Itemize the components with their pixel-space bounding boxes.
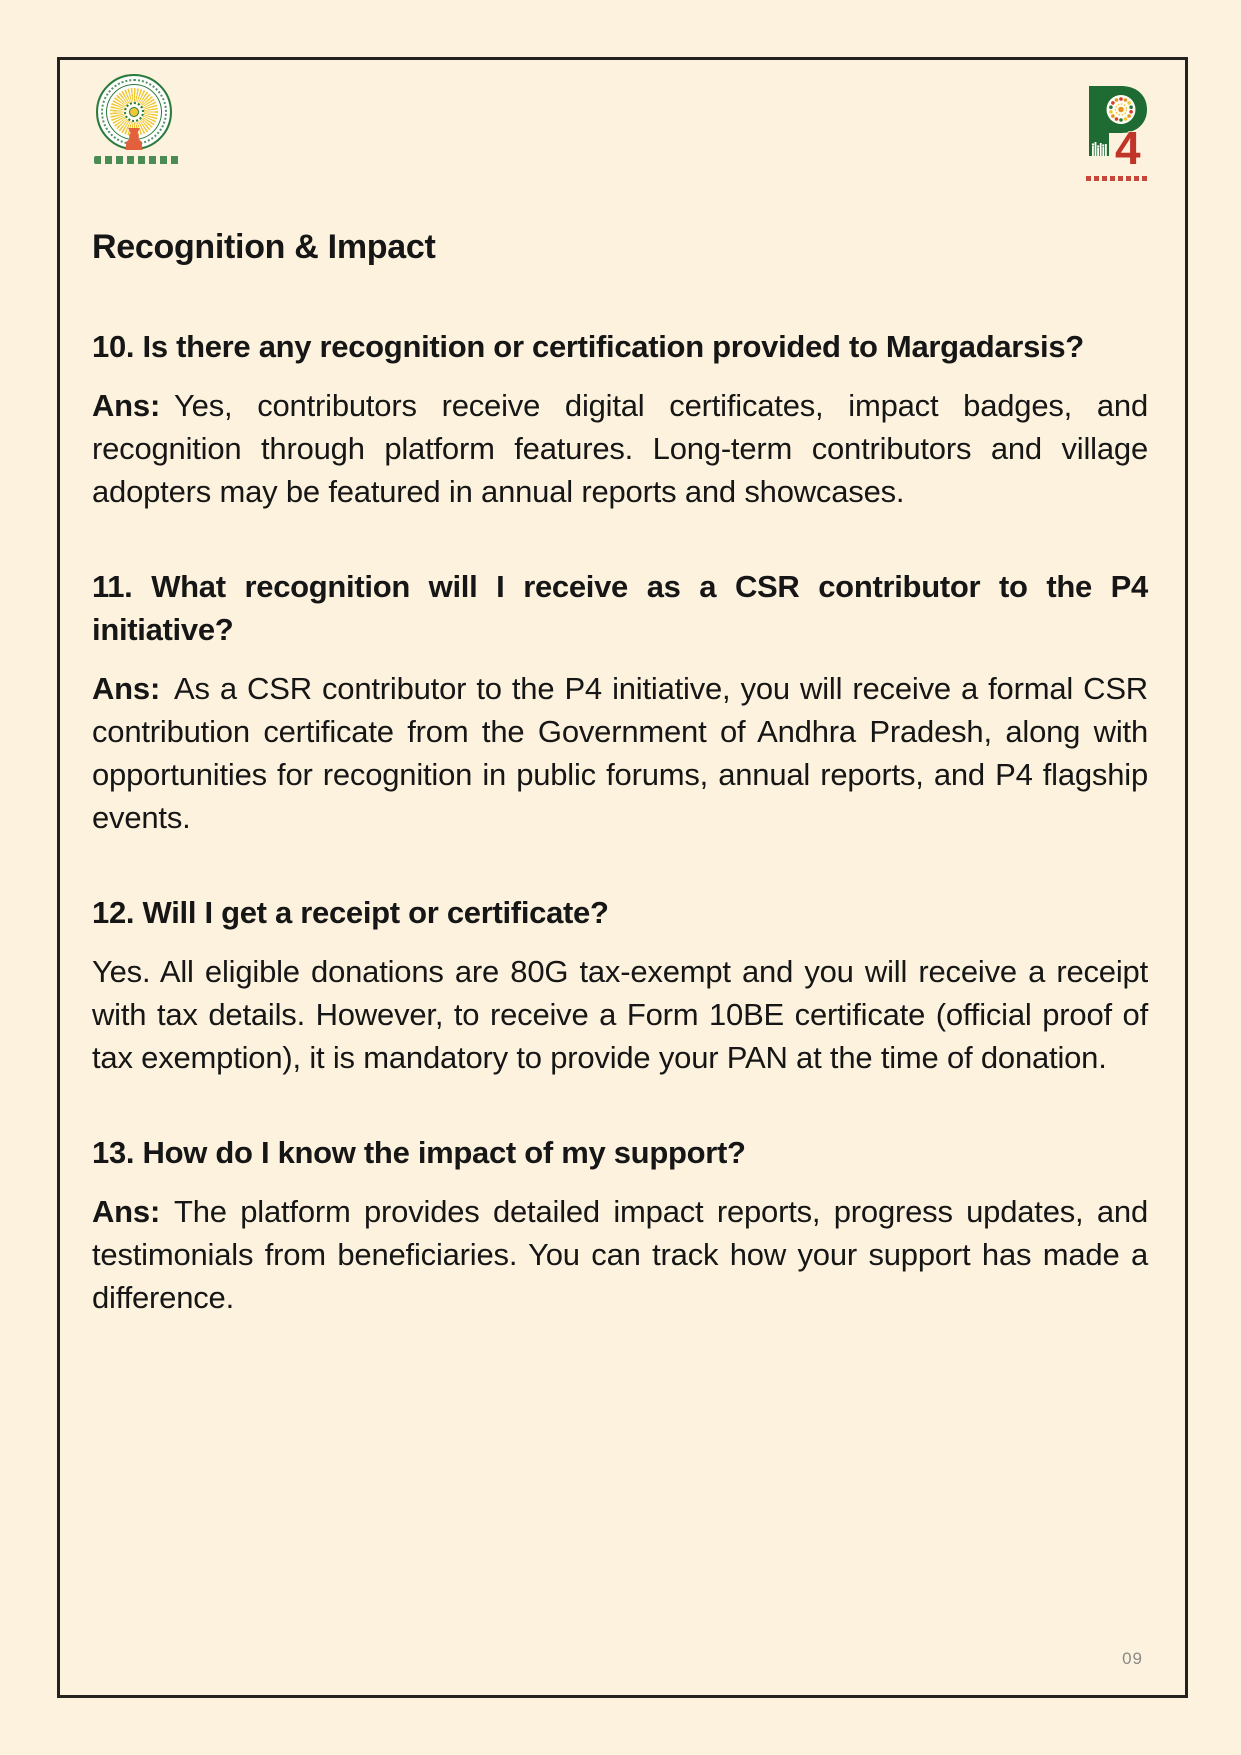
answer-prefix: Ans: xyxy=(92,388,161,423)
faq-content xyxy=(92,226,1148,1319)
faq-answer xyxy=(92,1190,1148,1319)
answer-prefix: Ans: xyxy=(92,1194,161,1229)
answer-text: Yes, contributors receive digital certificates, impact badges, and recognition through platform features. Long-term contributors and village adopters may be featured in annual reports and showcases. xyxy=(92,388,1148,509)
p4-foundation-logo-icon xyxy=(1084,84,1154,181)
faq-item-10 xyxy=(92,325,1148,513)
faq-item-11 xyxy=(92,565,1148,839)
p4-numeral: 4 xyxy=(1115,122,1141,168)
faq-item-13 xyxy=(92,1131,1148,1319)
p4-logo-graphic xyxy=(1084,84,1152,168)
faq-question: 11. What recognition will I receive as a CSR contributor to the P4 initiative? xyxy=(92,569,1148,647)
andhra-pradesh-government-emblem-icon xyxy=(94,74,174,164)
answer-prefix: Ans: xyxy=(92,671,161,706)
faq-answer xyxy=(92,950,1148,1079)
p4-center-dot xyxy=(1118,107,1124,113)
faq-question: 12. Will I get a receipt or certificate? xyxy=(92,895,609,930)
p4-logo-caption-script xyxy=(1086,176,1150,181)
faq-item-12 xyxy=(92,891,1148,1079)
page-number: 09 xyxy=(1122,1649,1143,1668)
answer-text: Yes. All eligible donations are 80G tax-exempt and you will receive a receipt with tax details. However, to receive a Form 10BE certificate (official proof of tax exemption), it is mandatory to provide your PAN at the time of donation. xyxy=(92,954,1148,1075)
faq-question: 13. How do I know the impact of my support? xyxy=(92,1135,746,1170)
section-title: Recognition & Impact xyxy=(92,228,436,266)
faq-answer xyxy=(92,667,1148,839)
faq-question: 10. Is there any recognition or certification provided to Margadarsis? xyxy=(92,329,1084,364)
emblem-center-seal xyxy=(124,102,144,122)
answer-text: The platform provides detailed impact reports, progress updates, and testimonials from beneficiaries. You can track how your support has made a difference. xyxy=(92,1194,1148,1315)
emblem-outer-ring xyxy=(96,74,172,150)
faq-answer xyxy=(92,384,1148,513)
emblem-motto-script xyxy=(94,156,182,164)
answer-text: As a CSR contributor to the P4 initiative, you will receive a formal CSR contribution certificate from the Government of Andhra Pradesh, along with opportunities for recognition in public forums, annual reports, and P4 flagship events. xyxy=(92,671,1148,835)
